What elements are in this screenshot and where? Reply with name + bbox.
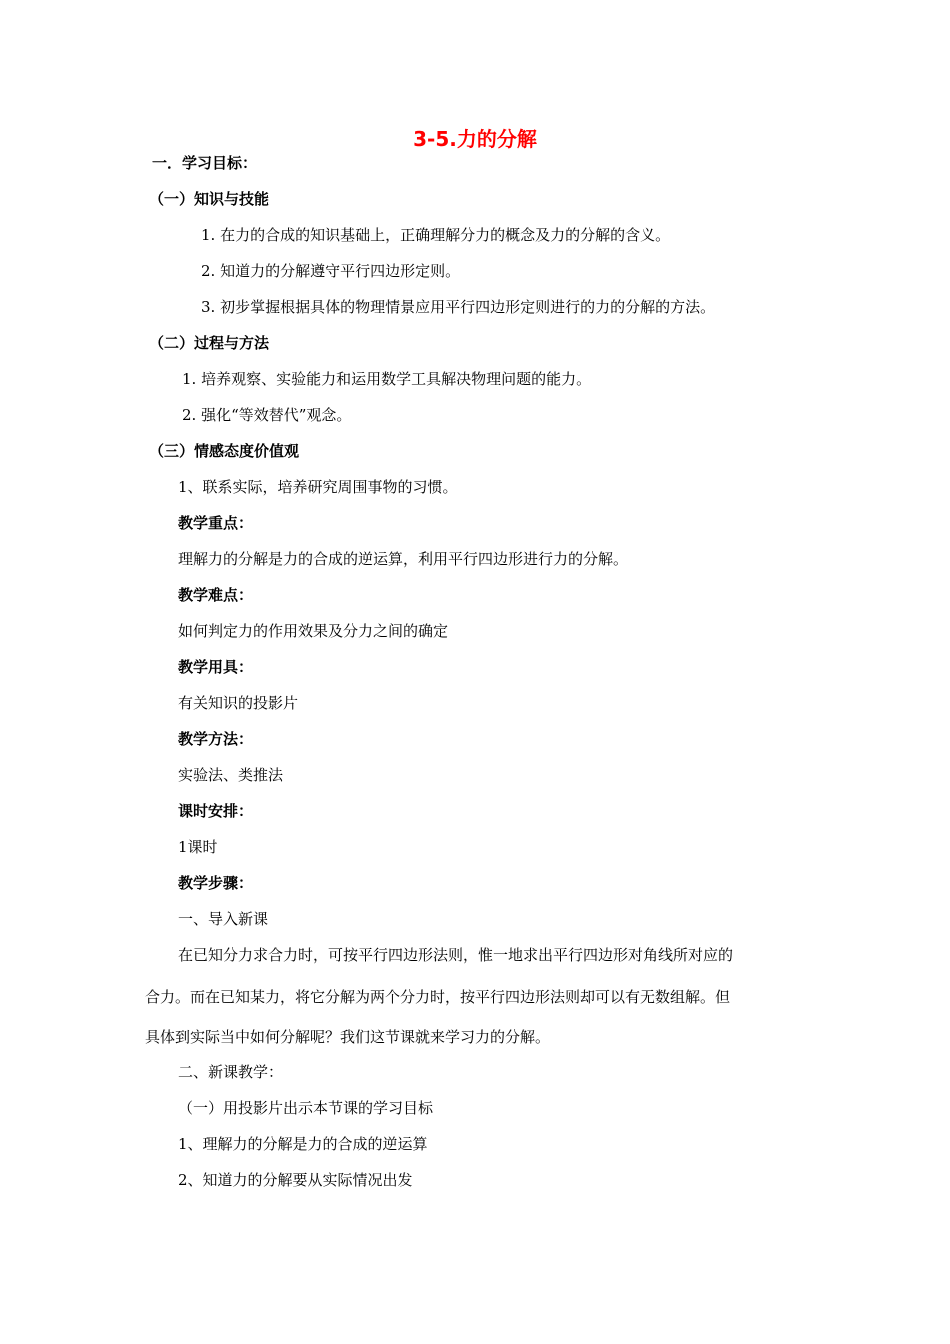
knowledge-item-3: 3. 初步掌握根据具体的物理情景应用平行四边形定则进行的力的分解的方法。 [201,298,716,316]
method-label: 教学方法： [178,730,254,748]
steps-label: 教学步骤： [178,874,254,892]
subheading-process-method: （二）过程与方法 [149,334,270,352]
subheading-attitude-values: （三）情感态度价值观 [149,442,300,460]
step-2-heading: 二、新课教学： [178,1063,284,1081]
goal-item-2: 2、知道力的分解要从实际情况出发 [178,1171,413,1189]
step-2-subheading: （一）用投影片出示本节课的学习目标 [178,1099,434,1117]
intro-paragraph-line-3: 具体到实际当中如何分解呢？我们这节课就来学习力的分解。 [145,1028,551,1046]
difficulties-label: 教学难点： [178,586,254,604]
difficulties-text: 如何判定力的作用效果及分力之间的确定 [178,622,449,640]
intro-paragraph-line-2: 合力。而在已知某力，将它分解为两个分力时，按平行四边形法则却可以有无数组解。但 [145,988,731,1006]
key-points-text: 理解力的分解是力的合成的逆运算，利用平行四边形进行力的分解。 [178,550,629,568]
process-item-2: 2. 强化“等效替代”观念。 [182,406,352,424]
subheading-knowledge-skills: （一）知识与技能 [149,190,270,208]
goal-item-1: 1、理解力的分解是力的合成的逆运算 [178,1135,428,1153]
time-text: 1课时 [178,838,218,856]
attitude-item-1: 1、联系实际，培养研究周围事物的习惯。 [178,478,458,496]
method-text: 实验法、类推法 [178,766,284,784]
intro-paragraph-line-1: 在已知分力求合力时，可按平行四边形法则，惟一地求出平行四边形对角线所对应的 [178,946,734,964]
process-item-1: 1. 培养观察、实验能力和运用数学工具解决物理问题的能力。 [182,370,592,388]
step-1-heading: 一、导入新课 [178,910,269,928]
section-heading-learning-goals: 一．学习目标： [152,154,258,172]
key-points-label: 教学重点： [178,514,254,532]
tools-label: 教学用具： [178,658,254,676]
tools-text: 有关知识的投影片 [178,694,299,712]
time-label: 课时安排： [178,802,254,820]
knowledge-item-2: 2. 知道力的分解遵守平行四边形定则。 [201,262,461,280]
document-title: 3-5.力的分解 [413,127,537,151]
knowledge-item-1: 1. 在力的合成的知识基础上，正确理解分力的概念及力的分解的含义。 [201,226,671,244]
